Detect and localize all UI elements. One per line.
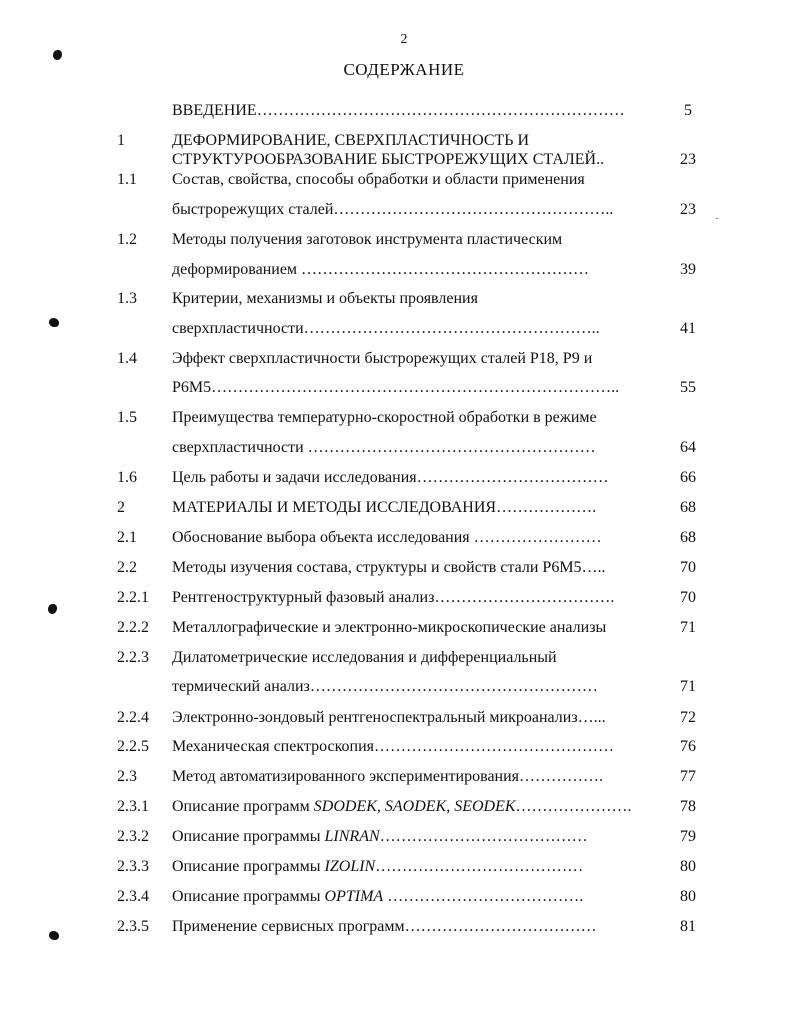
toc-entry-number: 1.3 [117, 290, 137, 307]
toc-entry-text: Электронно-зондовый рентгеноспектральный микроанализ…... [172, 709, 606, 726]
punch-hole-mark [49, 931, 59, 940]
toc-entry-page: 39 [680, 261, 696, 278]
toc-entry-text: Механическая спектроскопия……………………………………… [172, 738, 615, 755]
toc-entry-text [172, 888, 662, 906]
toc-entry-leader: …………………. [515, 798, 632, 815]
toc-entry-text: сверхпластичности……………………………………………….. [172, 320, 600, 337]
toc-entry-page: 68 [680, 529, 696, 546]
toc-entry-number: 1.5 [117, 409, 137, 426]
toc-entry-text: Металлографические и электронно-микроскопические анализы [172, 619, 607, 636]
toc-entry-number: 1.1 [117, 171, 137, 188]
toc-entry-leader: ………………………………… [375, 858, 584, 875]
toc-entry-number: 2 [117, 499, 125, 516]
toc-entry-text: МАТЕРИАЛЫ И МЕТОДЫ ИССЛЕДОВАНИЯ………………. [172, 499, 597, 516]
program-names: SDODEK, SAODEK, SEODEK [313, 798, 516, 815]
toc-entry-text: Р6М5………………………………………………………………….. [172, 379, 620, 396]
toc-entry-text: Эффект сверхпластичности быстрорежущих сталей Р18, Р9 и [172, 350, 593, 367]
toc-entry-prefix: Описание программы [172, 828, 325, 845]
page-number: 2 [400, 32, 408, 47]
toc-entry-prefix: Описание программ [172, 798, 314, 815]
toc-entry-text [172, 858, 662, 876]
toc-entry-text: деформированием ……………………………………………… [172, 261, 590, 278]
toc-entry-number: 2.3.1 [117, 798, 149, 815]
toc-entry-number: 1.6 [117, 469, 137, 486]
program-names: IZOLIN [324, 858, 376, 875]
toc-entry-page: 80 [680, 888, 696, 905]
toc-entry-text [172, 798, 662, 816]
toc-entry-page: 71 [680, 619, 696, 636]
toc-entry-page: 78 [680, 798, 696, 815]
toc-entry-text: Состав, свойства, способы обработки и области применения [172, 171, 585, 188]
program-names: OPTIMA [324, 888, 384, 905]
toc-entry-number: 2.3.4 [117, 888, 149, 905]
toc-entry-number: 2.1 [117, 529, 137, 546]
toc-entry-number: 2.3.2 [117, 828, 149, 845]
toc-entry-page: 76 [680, 738, 696, 755]
punch-hole-mark [49, 318, 59, 327]
toc-entry-text: Метод автоматизированного экспериментирования……………. [172, 768, 604, 785]
toc-entry-number: 2.3.5 [117, 918, 149, 935]
toc-entry-number: 1 [117, 132, 125, 149]
toc-entry-number: 2.3 [117, 768, 137, 785]
program-names: LINRAN [324, 828, 380, 845]
toc-entry-page: 68 [680, 499, 696, 516]
toc-entry-page: 77 [680, 768, 696, 785]
toc-entry-number: 1.2 [117, 231, 137, 248]
toc-entry-page: 70 [680, 589, 696, 606]
toc-entry-page: 66 [680, 469, 696, 486]
toc-entry-leader: ………………………………. [383, 888, 584, 905]
toc-entry-text: Методы изучения состава, структуры и свойств стали Р6М5….. [172, 559, 606, 576]
toc-entry-page: 71 [680, 678, 696, 695]
toc-entry-text: Цель работы и задачи исследования……………………………… [172, 469, 609, 486]
toc-entry-number: 2.2.2 [117, 619, 149, 636]
toc-entry-text: ДЕФОРМИРОВАНИЕ, СВЕРХПЛАСТИЧНОСТЬ И [172, 132, 529, 149]
toc-entry-page: 23 [680, 151, 696, 168]
toc-entry-number: 2.3.3 [117, 858, 149, 875]
toc-entry-text: Применение сервисных программ……………………………… [172, 918, 597, 935]
punch-hole-mark [48, 604, 57, 614]
toc-entry-text: Рентгеноструктурный фазовый анализ……………………………. [172, 589, 615, 606]
toc-title: СОДЕРЖАНИЕ [343, 60, 465, 79]
toc-entry-text: Дилатометрические исследования и дифференциальный [172, 649, 557, 666]
toc-entry-page: 81 [680, 918, 696, 935]
toc-entry-page: 41 [680, 320, 696, 337]
toc-entry-number: 2.2.1 [117, 589, 149, 606]
toc-entry-page: 64 [680, 439, 696, 456]
toc-entry-text: термический анализ……………………………………………… [172, 678, 598, 695]
toc-entry-prefix: Описание программы [172, 888, 325, 905]
punch-hole-mark [53, 50, 62, 60]
toc-entry-number: 2.2.5 [117, 738, 149, 755]
scan-speck [716, 218, 718, 219]
toc-entry-page: 72 [680, 709, 696, 726]
toc-entry-leader: ………………………………… [379, 828, 588, 845]
toc-entry-page: 5 [684, 102, 692, 119]
toc-entry-page: 55 [680, 379, 696, 396]
toc-entry-text [172, 828, 662, 846]
toc-entry-number: 2.2.3 [117, 649, 149, 666]
toc-entry-page: 79 [680, 828, 696, 845]
toc-entry-text: Критерии, механизмы и объекты проявления [172, 290, 478, 307]
toc-entry-text: Обоснование выбора объекта исследования …………………… [172, 529, 602, 546]
toc-entry-text: СТРУКТУРООБРАЗОВАНИЕ БЫСТРОРЕЖУЩИХ СТАЛЕЙ.. [172, 151, 605, 168]
toc-entry-text: Методы получения заготовок инструмента пластическим [172, 231, 563, 248]
toc-entry-text: ВВЕДЕНИЕ…………………………………………………………… [172, 102, 625, 119]
toc-entry-text: сверхпластичности ……………………………………………… [172, 439, 596, 456]
toc-entry-page: 80 [680, 858, 696, 875]
toc-entry-text: быстрорежущих сталей…………………………………………….. [172, 201, 614, 218]
toc-entry-page: 23 [680, 201, 696, 218]
toc-entry-prefix: Описание программы [172, 858, 325, 875]
toc-entry-text: Преимущества температурно-скоростной обработки в режиме [172, 409, 597, 426]
toc-entry-number: 2.2 [117, 559, 137, 576]
toc-entry-number: 2.2.4 [117, 709, 149, 726]
toc-entry-number: 1.4 [117, 350, 137, 367]
toc-entry-page: 70 [680, 559, 696, 576]
